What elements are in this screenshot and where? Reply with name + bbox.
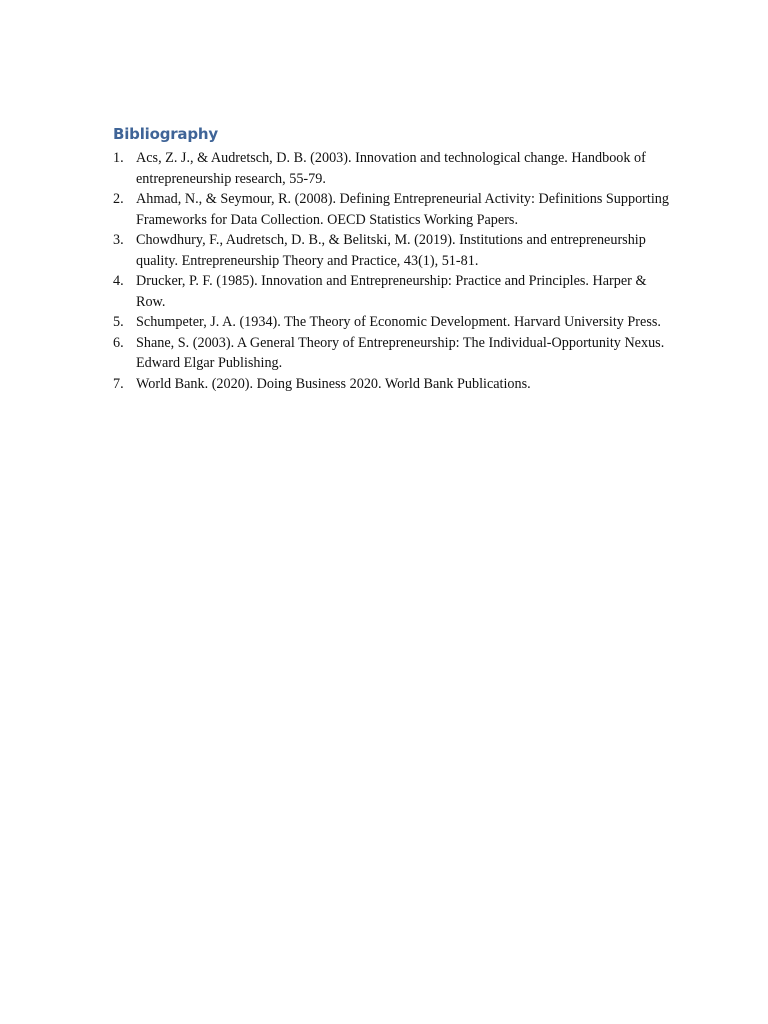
reference-item: [113, 230, 673, 271]
reference-number: 2.: [113, 191, 124, 207]
reference-text: Chowdhury, F., Audretsch, D. B., & Belitski, M. (2019). Institutions and entrepreneurship quality. Entrepreneurship Theory and Practice, 43(1), 51-81.: [136, 232, 646, 269]
reference-text: Shane, S. (2003). A General Theory of Entrepreneurship: The Individual-Opportunity Nexus. Edward Elgar Publishing.: [136, 334, 665, 371]
reference-number: 5.: [113, 314, 124, 330]
reference-list: [113, 148, 673, 394]
reference-item: [113, 374, 673, 395]
reference-number: 4.: [113, 273, 124, 289]
reference-text: Schumpeter, J. A. (1934). The Theory of Economic Development. Harvard University Press.: [136, 314, 661, 330]
reference-text: Acs, Z. J., & Audretsch, D. B. (2003). Innovation and technological change. Handbook of entrepreneurship research, 55-79.: [136, 150, 646, 187]
reference-number: 1.: [113, 150, 124, 166]
reference-number: 7.: [113, 375, 124, 392]
reference-item: [113, 333, 673, 374]
reference-text: Drucker, P. F. (1985). Innovation and Entrepreneurship: Practice and Principles. Harper & Row.: [136, 273, 647, 310]
reference-item: [113, 271, 673, 312]
reference-item: [113, 189, 673, 230]
reference-item: [113, 148, 673, 189]
reference-item: [113, 312, 673, 333]
reference-number: 6.: [113, 334, 124, 351]
bibliography-heading: Bibliography: [113, 125, 218, 143]
reference-number: 3.: [113, 232, 124, 248]
reference-text: Ahmad, N., & Seymour, R. (2008). Defining Entrepreneurial Activity: Definitions Supporting Frameworks for Data Collection. OECD Statistics Working Papers.: [136, 191, 669, 228]
reference-text: World Bank. (2020). Doing Business 2020. World Bank Publications.: [136, 375, 531, 392]
